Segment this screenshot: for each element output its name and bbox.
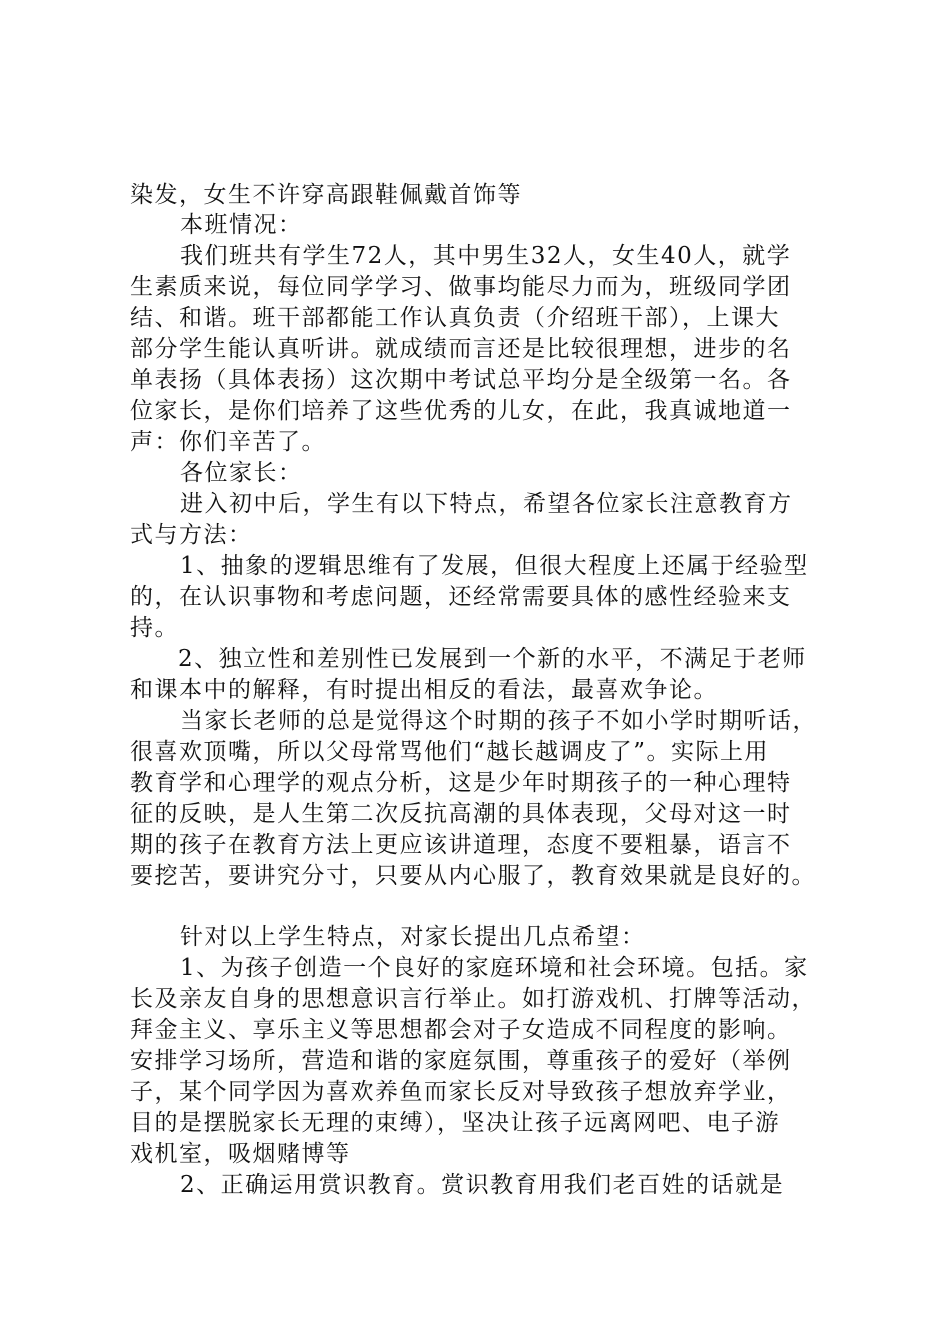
paragraph-line: 单表扬（具体表扬）这次期中考试总平均分是全级第一名。各 [130, 367, 792, 393]
list-item-line: 安排学习场所，营造和谐的家庭氛围，尊重孩子的爱好（举例 [130, 1048, 792, 1074]
paragraph-line: 很喜欢顶嘴，所以父母常骂他们“越长越调皮了”。实际上用 [130, 739, 770, 765]
list-item-line: 子，某个同学因为喜欢养鱼而家长反对导致孩子想放弃学业， [130, 1079, 792, 1105]
paragraph-line: 我们班共有学生72人，其中男生32人，女生40人，就学 [180, 243, 792, 269]
paragraph-line: 声：你们辛苦了。 [130, 429, 326, 455]
section-heading: 针对以上学生特点，对家长提出几点希望： [180, 924, 646, 950]
paragraph-line: 位家长，是你们培养了这些优秀的儿女，在此，我真诚地道一 [130, 398, 792, 424]
list-item-line: 长及亲友自身的思想意识言行举止。如打游戏机、打牌等活动， [130, 986, 816, 1012]
list-item-line: 1、抽象的逻辑思维有了发展，但很大程度上还属于经验型 [180, 553, 809, 579]
paragraph-line: 部分学生能认真听讲。就成绩而言还是比较很理想，进步的名 [130, 336, 792, 362]
text-line: 染发，女生不许穿高跟鞋佩戴首饰等 [130, 182, 522, 208]
list-item-line: 2、独立性和差别性已发展到一个新的水平，不满足于老师 [178, 646, 807, 672]
paragraph-line: 教育学和心理学的观点分析，这是少年时期孩子的一种心理特 [130, 770, 792, 796]
list-item-line: 目的是摆脱家长无理的束缚），坚决让孩子远离网吧、电子游 [130, 1110, 780, 1136]
section-heading: 本班情况： [180, 212, 303, 238]
paragraph-line: 征的反映，是人生第二次反抗高潮的具体表现，父母对这一时 [130, 801, 792, 827]
section-heading: 各位家长： [180, 460, 303, 486]
paragraph-line: 生素质来说，每位同学学习、做事均能尽力而为，班级同学团 [130, 274, 792, 300]
paragraph-line: 当家长老师的总是觉得这个时期的孩子不如小学时期听话， [180, 708, 817, 734]
list-item-line: 1、为孩子创造一个良好的家庭环境和社会环境。包括。家 [180, 955, 809, 981]
paragraph-line: 结、和谐。班干部都能工作认真负责（介绍班干部），上课大 [130, 305, 780, 331]
list-item-line: 的，在认识事物和考虑问题，还经常需要具体的感性经验来支 [130, 584, 792, 610]
list-item-line: 戏机室，吸烟赌博等 [130, 1141, 351, 1167]
paragraph-line: 要挖苦，要讲究分寸，只要从内心服了，教育效果就是良好的。 [130, 863, 816, 889]
paragraph-line: 期的孩子在教育方法上更应该讲道理，态度不要粗暴，语言不 [130, 832, 792, 858]
list-item-line: 2、正确运用赏识教育。赏识教育用我们老百姓的话就是 [180, 1172, 785, 1198]
paragraph-line: 进入初中后，学生有以下特点，希望各位家长注意教育方 [180, 491, 793, 517]
paragraph-line: 式与方法： [130, 522, 253, 548]
list-item-line: 拜金主义、享乐主义等思想都会对子女造成不同程度的影响。 [130, 1017, 792, 1043]
list-item-line: 和课本中的解释，有时提出相反的看法，最喜欢争论。 [130, 677, 718, 703]
list-item-line: 持。 [130, 615, 179, 641]
